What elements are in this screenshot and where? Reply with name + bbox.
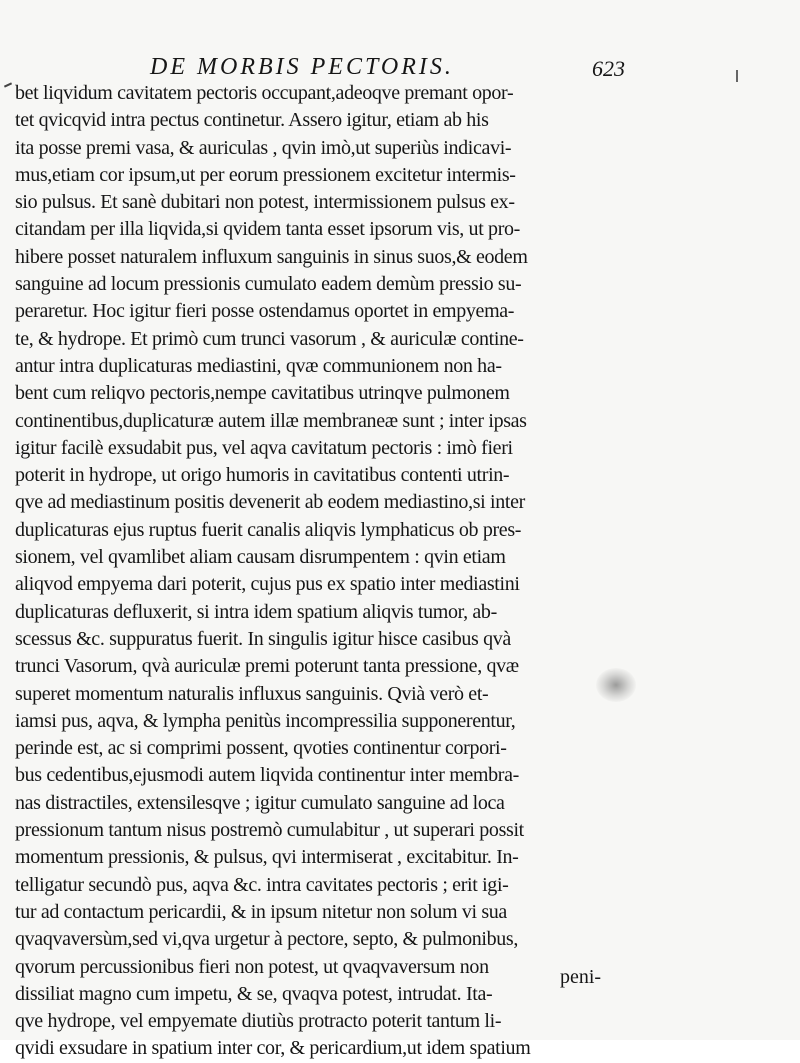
text-line: qvorum percussionibus fieri non potest, ut qvaqvaversum non	[15, 955, 489, 978]
text-line: hibere posset naturalem influxum sanguinis in sinus suos,& eodem	[15, 245, 528, 268]
text-line: qvidi exsudare in spatium inter cor, & pericardium,ut idem spatium	[15, 1037, 531, 1060]
text-line: duplicaturas defluxerit, si intra idem spatium aliqvis tumor, ab-	[15, 600, 497, 623]
text-line: pressionum tantum nisus postremò cumulabitur , ut superari possit	[15, 819, 524, 842]
text-line: ita posse premi vasa, & auriculas , qvin imò,ut superiùs indicavi-	[15, 136, 512, 159]
body-text	[15, 80, 625, 1063]
text-line: qve hydrope, vel empyemate diutiùs protracto poterit tantum li-	[15, 1010, 502, 1033]
text-line: antur intra duplicaturas mediastini, qvæ communionem non ha-	[15, 354, 502, 377]
text-line: sio pulsus. Et sanè dubitari non potest, intermissionem pulsus ex-	[15, 191, 515, 214]
text-line: igitur facilè exsudabit pus, vel aqva cavitatum pectoris : imò fieri	[15, 436, 513, 459]
text-line: aliqvod empyema dari poterit, cujus pus ex spatio inter mediastini	[15, 573, 520, 596]
text-line: mus,etiam cor ipsum,ut per eorum pressionem excitetur intermis-	[15, 163, 516, 186]
catchword: peni-	[560, 966, 602, 988]
text-line: te, & hydrope. Et primò cum trunci vasorum , & auriculæ contine-	[15, 327, 524, 350]
text-line: trunci Vasorum, qvà auriculæ premi poterunt tanta pressione, qvæ	[15, 655, 519, 678]
text-line: dissiliat magno cum impetu, & se, qvaqva potest, intrudat. Ita-	[15, 982, 493, 1005]
text-line: tet qvicqvid intra pectus continetur. Assero igitur, etiam ab his	[15, 109, 489, 132]
text-line: sanguine ad locum pressionis cumulato eadem demùm pressio su-	[15, 273, 522, 296]
text-line: nas distractiles, extensilesqve ; igitur cumulato sanguine ad loca	[15, 791, 505, 814]
text-line: citandam per illa liqvida,si qvidem tanta esset ipsorum vis, ut pro-	[15, 218, 520, 241]
text-line: qvaqvaversùm,sed vi,qva urgetur à pectore, septo, & pulmonibus,	[15, 928, 519, 951]
text-line: sionem, vel qvamlibet aliam causam disrumpentem : qvin etiam	[15, 546, 506, 569]
text-line: bent cum reliqvo pectoris,nempe cavitatibus utrinqve pulmonem	[15, 382, 510, 405]
text-line: peraretur. Hoc igitur fieri posse ostendamus oportet in empyema-	[15, 300, 515, 323]
text-line: continentibus,duplicaturæ autem illæ membraneæ sunt ; inter ipsas	[15, 409, 527, 432]
text-line: superet momentum naturalis influxus sanguinis. Qvià verò et-	[15, 682, 489, 705]
text-line: scessus &c. suppuratus fuerit. In singulis igitur hisce casibus qvà	[15, 627, 511, 650]
text-line: tur ad contactum pericardii, & in ipsum nitetur non solum vi sua	[15, 900, 507, 923]
text-line: bet liqvidum cavitatem pectoris occupant,adeoqve premant opor-	[15, 82, 514, 104]
text-line: iamsi pus, aqva, & lympha penitùs incompressilia supponerentur,	[15, 709, 516, 732]
margin-ink-mark-right	[736, 70, 738, 82]
text-line: momentum pressionis, & pulsus, qvi intermiserat , excitabitur. In-	[15, 846, 519, 869]
text-line: perinde est, ac si comprimi possent, qvoties continentur corpori-	[15, 737, 507, 760]
text-line: duplicaturas ejus ruptus fuerit canalis aliqvis lymphaticus ob pres-	[15, 518, 522, 541]
text-line: poterit in hydrope, ut origo humoris in cavitatibus contenti utrin-	[15, 464, 510, 487]
margin-ink-mark	[4, 82, 12, 87]
page-number: 623	[592, 56, 625, 81]
text-line: qve ad mediastinum positis devenerit ab eodem mediastino,si inter	[15, 491, 525, 514]
running-title: DE MORBIS PECTORIS.	[150, 54, 454, 80]
text-line: telligatur secundò pus, aqva &c. intra cavitates pectoris ; erit igi-	[15, 873, 509, 896]
text-line: bus cedentibus,ejusmodi autem liqvida continentur inter membra-	[15, 764, 519, 787]
